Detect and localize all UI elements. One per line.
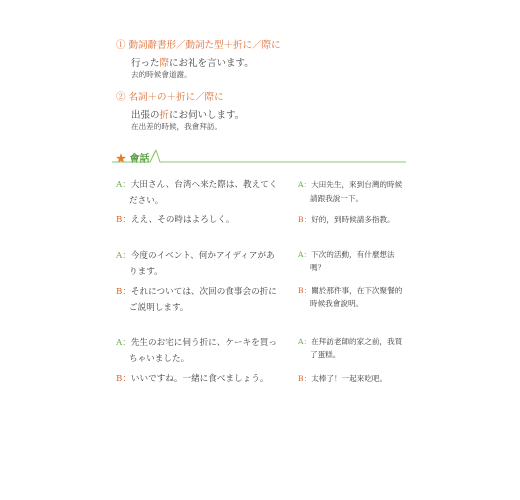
grammar-1-pattern-text: 動詞辭書形／動詞た型＋ (128, 40, 234, 51)
speaker-label: A： (116, 338, 131, 348)
star-icon: ★ (116, 154, 126, 165)
jp-line: いいですね。一緒に食べましょう。 (130, 374, 269, 384)
speaker-label: A： (116, 251, 131, 261)
grammar-2-translation: 在出差的時候，我會拜訪。 (131, 122, 223, 131)
dialogue-3-a-zh-cont: 了蛋糕。 (310, 350, 341, 359)
speaker-label: B： (298, 215, 312, 224)
dialogue-1-b-zh (298, 214, 395, 225)
dialogue-1-a-zh (298, 179, 402, 190)
jp-line: 大田さん、台湾へ来た際は、教えてく (130, 180, 278, 190)
zh-line: 下次的活動，有什麼想法 (311, 250, 395, 259)
grammar-1-pattern (116, 37, 281, 51)
speaker-label: A： (116, 180, 131, 190)
grammar-2-pattern-ori: 折 (176, 92, 186, 103)
zh-line: 大田先生，來到台灣的時候 (311, 180, 403, 189)
grammar-1-number: ① (116, 40, 126, 51)
dialogue-1-a-zh-cont: 請跟我說一下。 (310, 194, 364, 203)
speaker-label: B： (116, 374, 131, 384)
dialogue-3-a (116, 336, 277, 348)
dialogue-3-a-zh (298, 336, 402, 347)
dialogue-3-b-zh (298, 373, 387, 384)
grammar-2-example (131, 107, 244, 121)
speaker-label: B： (116, 215, 131, 225)
grammar-2-pattern-text: に／ (185, 92, 205, 103)
dialogue-2-b (116, 285, 277, 297)
example-text: にお伺いします。 (169, 110, 245, 121)
jp-line: 先生のお宅に伺う折に、ケーキを買っ (130, 338, 277, 348)
jp-line: 今度のイベント、何かアイディアがあ (130, 251, 275, 261)
speaker-label: B： (298, 286, 312, 295)
speaker-label: A： (298, 180, 312, 189)
speaker-label: A： (298, 337, 312, 346)
dialogue-1-b (116, 213, 234, 225)
grammar-1-example (131, 55, 254, 69)
speaker-label: A： (298, 250, 312, 259)
dialogue-2-a-zh (298, 249, 395, 260)
dialogue-1-a (116, 178, 277, 190)
grammar-1-translation: 去的時候會道謝。 (131, 70, 192, 79)
dialogue-2-a-cont: ります。 (129, 267, 163, 277)
dialogue-2-a-zh-cont: 嗎？ (310, 263, 326, 272)
grammar-2-number: ② (116, 92, 126, 103)
dialogue-2-b-cont: ご説明します。 (129, 303, 189, 313)
example-highlight: 際 (159, 58, 170, 69)
dialogue-3-b (116, 372, 268, 384)
grammar-1-pattern-ori: 折 (233, 40, 243, 51)
dialogue-3-a-cont: ちゃいました。 (129, 354, 190, 364)
dialogue-2-b-zh (298, 285, 402, 296)
section-title: 會話 (129, 154, 150, 165)
jp-line: ええ、その時はよろしく。 (130, 215, 235, 225)
dialogue-2-a (116, 249, 275, 261)
zh-line: 太棒了！一起來吃吧。 (311, 374, 388, 383)
grammar-2-pattern-text: 名詞＋の＋ (128, 92, 177, 103)
section-underline (112, 146, 408, 166)
grammar-1-pattern-text: に／ (242, 40, 262, 51)
example-highlight: 折 (159, 110, 170, 121)
jp-line: それについては、次回の食事会の折に (130, 287, 277, 297)
dialogue-2-b-zh-cont: 時候我會說明。 (310, 299, 364, 308)
speaker-label: B： (298, 374, 312, 383)
grammar-2-pattern-text: に (214, 92, 224, 103)
zh-line: 在拜訪老師的家之前，我買 (311, 337, 403, 346)
grammar-2-pattern-sai: 際 (204, 92, 215, 103)
grammar-1-pattern-sai: 際 (261, 40, 272, 51)
speaker-label: B： (116, 287, 131, 297)
example-text: 行った (131, 58, 160, 69)
zh-line: 關於那件事，在下次聚餐的 (311, 286, 403, 295)
example-text: にお礼を言います。 (169, 58, 254, 69)
dialogue-1-a-cont: ださい。 (129, 196, 164, 206)
grammar-2-pattern (116, 89, 224, 103)
grammar-1-pattern-text: に (271, 40, 281, 51)
zh-line: 好的，到時候請多指教。 (311, 215, 395, 224)
example-text: 出張の (131, 110, 160, 121)
